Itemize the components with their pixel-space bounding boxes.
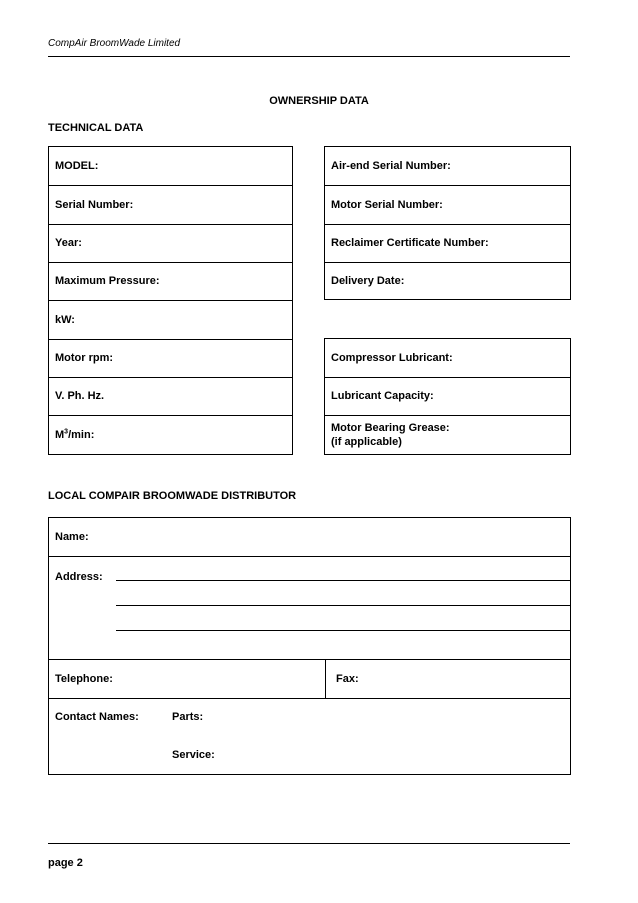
- service-label: Service:: [172, 749, 215, 761]
- motor-rpm-field[interactable]: [49, 339, 292, 377]
- kw-label: kW:: [55, 313, 75, 326]
- address-line-1[interactable]: [116, 580, 570, 581]
- m3-min-field[interactable]: [49, 415, 292, 454]
- distributor-box: [48, 517, 571, 775]
- model-label: MODEL:: [55, 160, 99, 172]
- motor-serial-label: Motor Serial Number:: [331, 198, 443, 211]
- technical-right-top-box: [324, 146, 571, 300]
- footer-rule: [48, 843, 570, 844]
- voltage-phase-hz-label: V. Ph. Hz.: [55, 390, 105, 402]
- distributor-heading: LOCAL COMPAIR BROOMWADE DISTRIBUTOR: [48, 490, 297, 502]
- delivery-date-label: Delivery Date:: [331, 274, 405, 287]
- m3-min-label: $M^3/\min$:: [55, 427, 95, 441]
- serial-number-label: Serial Number:: [55, 198, 134, 211]
- lubricant-capacity-field[interactable]: [325, 377, 570, 415]
- compressor-lubricant-field[interactable]: [325, 339, 570, 377]
- motor-serial-field[interactable]: [325, 185, 570, 224]
- year-label: Year:: [55, 237, 82, 249]
- motor-rpm-label: Motor rpm:: [55, 352, 114, 364]
- delivery-date-field[interactable]: [325, 262, 570, 299]
- maximum-pressure-field[interactable]: [49, 262, 292, 300]
- if-applicable-note: (if applicable): [331, 435, 402, 448]
- contact-names-field: [49, 698, 169, 736]
- motor-bearing-grease-field[interactable]: [325, 415, 570, 454]
- air-end-serial-field[interactable]: [325, 147, 570, 185]
- header-rule: [48, 56, 570, 57]
- fax-field[interactable]: [330, 659, 570, 698]
- fax-label: Fax:: [336, 672, 359, 685]
- name-label: Name:: [55, 531, 89, 543]
- technical-data-heading: TECHNICAL DATA: [48, 122, 144, 134]
- technical-right-bottom-box: [324, 338, 571, 455]
- lubricant-capacity-label: Lubricant Capacity:: [331, 390, 434, 402]
- kw-field[interactable]: [49, 300, 292, 339]
- address-label: Address:: [55, 571, 103, 583]
- serial-number-field[interactable]: [49, 185, 292, 224]
- reclaimer-certificate-label: Reclaimer Certificate Number:: [331, 237, 489, 249]
- maximum-pressure-label: Maximum Pressure:: [55, 275, 160, 287]
- page-title: OWNERSHIP DATA: [269, 95, 369, 107]
- service-contact-field[interactable]: [166, 736, 570, 774]
- year-field[interactable]: [49, 224, 292, 262]
- model-field[interactable]: [49, 147, 292, 185]
- company-name: CompAir BroomWade Limited: [48, 38, 181, 49]
- address-line-3[interactable]: [116, 630, 570, 631]
- telephone-label: Telephone:: [55, 672, 113, 685]
- reclaimer-certificate-field[interactable]: [325, 224, 570, 262]
- contact-names-label: Contact Names:: [55, 711, 139, 723]
- address-line-2[interactable]: [116, 605, 570, 606]
- voltage-phase-hz-field[interactable]: [49, 377, 292, 415]
- compressor-lubricant-label: Compressor Lubricant:: [331, 352, 453, 364]
- technical-left-box: [48, 146, 293, 455]
- parts-contact-field[interactable]: [166, 698, 570, 736]
- air-end-serial-label: Air-end Serial Number:: [331, 160, 451, 172]
- page-number: page 2: [48, 857, 83, 869]
- parts-label: Parts:: [172, 711, 204, 723]
- motor-bearing-grease-label: Motor Bearing Grease:: [331, 421, 450, 434]
- telephone-field[interactable]: [49, 659, 325, 698]
- distributor-name-field[interactable]: [49, 518, 570, 556]
